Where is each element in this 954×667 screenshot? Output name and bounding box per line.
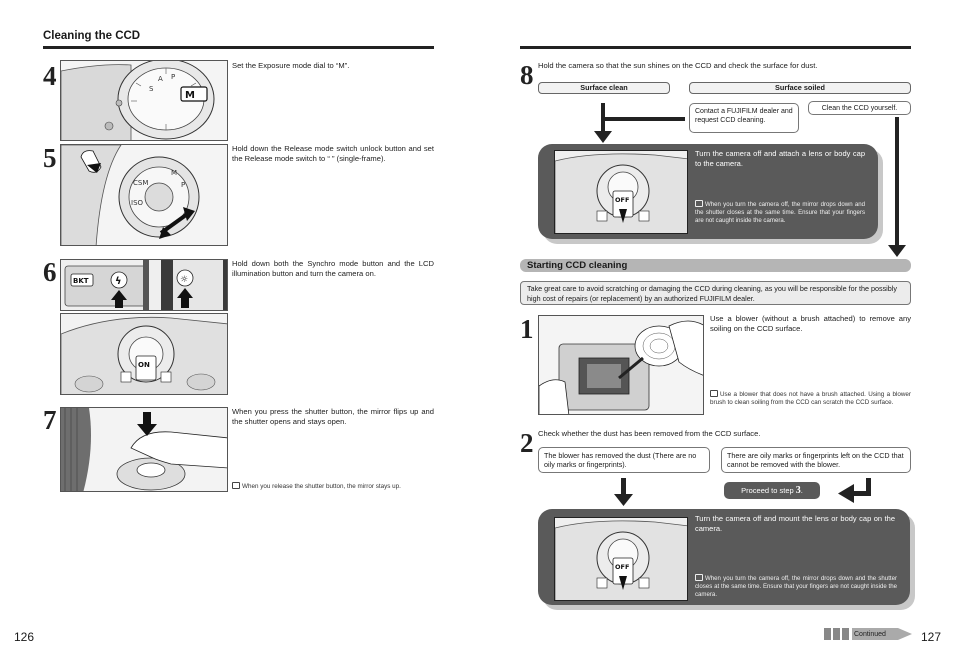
svg-text:ISO: ISO bbox=[131, 199, 144, 207]
step-8-off-label: OFF bbox=[615, 196, 630, 204]
memo-icon bbox=[232, 482, 240, 489]
step-7-number: 7 bbox=[43, 405, 57, 435]
step-2-number: 2 bbox=[520, 428, 534, 458]
step-4-m-label: M bbox=[185, 90, 195, 101]
step-8-panel-note: When you turn the camera off, the mirror drops down and the shutter closes at the same time. Ensure that your fingers are not caught inside the camera. bbox=[695, 201, 865, 224]
step-8-photo bbox=[554, 150, 688, 234]
step-1-note: Use a blower that does not have a brush attached. Using a blower brush to clean soiling from the CCD can scratch the CCD surface. bbox=[710, 391, 911, 407]
step-7-photo bbox=[60, 407, 228, 492]
step-1-number: 1 bbox=[520, 314, 534, 344]
step-8-panel-text: Turn the camera off and attach a lens or body cap to the camera. bbox=[695, 149, 865, 168]
step-1-photo bbox=[538, 315, 704, 415]
left-header-rule bbox=[43, 46, 434, 49]
step-5-photo bbox=[60, 144, 228, 246]
step-5-number: 5 bbox=[43, 143, 57, 173]
step-7-text: When you press the shutter button, the mirror flips up and the shutter opens and stays open. bbox=[232, 407, 434, 426]
surface-soiled-label: Surface soiled bbox=[689, 82, 911, 94]
step-2-off-label: OFF bbox=[615, 563, 630, 571]
bkt-label: BKT bbox=[73, 277, 89, 285]
oily-marks-box: There are oily marks or fingerprints left on the CCD that cannot be removed with the blower. bbox=[721, 447, 911, 473]
step-7-note: When you release the shutter button, the mirror stays up. bbox=[232, 482, 434, 491]
svg-text:S: S bbox=[149, 85, 154, 93]
step-5-text: Hold down the Release mode switch unlock button and set the Release mode switch to “ ” (single-frame). bbox=[232, 144, 434, 163]
step-2-panel-note: When you turn the camera off, the mirror drops down and the shutter closes at the same time. Ensure that your fingers are not caught inside the camera. bbox=[695, 575, 897, 598]
contact-dealer-box: Contact a FUJIFILM dealer and request CCD cleaning. bbox=[689, 103, 799, 133]
svg-text:CSM: CSM bbox=[133, 179, 149, 187]
surface-clean-label: Surface clean bbox=[538, 82, 670, 94]
right-header-rule bbox=[520, 46, 911, 49]
step-2-panel bbox=[538, 509, 910, 605]
step-6-number: 6 bbox=[43, 257, 57, 287]
step-6-photo-buttons bbox=[60, 259, 228, 311]
svg-text:M: M bbox=[171, 169, 178, 177]
step-8-panel bbox=[538, 144, 878, 239]
continued-label: Continued bbox=[854, 631, 886, 638]
step-4-photo bbox=[60, 60, 228, 141]
dust-removed-box: The blower has removed the dust (There are no oily marks or fingerprints). bbox=[538, 447, 710, 473]
svg-text:A: A bbox=[158, 75, 163, 83]
left-page-number: 126 bbox=[14, 630, 35, 644]
svg-text:☼: ☼ bbox=[180, 275, 189, 285]
warning-box: Take great care to avoid scratching or damaging the CCD during cleaning, as you will be responsible for the possibly high cost of repairs (or replacement) by an authorized FUJIFILM dealer. bbox=[520, 281, 911, 305]
step-6-text: Hold down both the Synchro mode button and the LCD illumination button and turn the camera on. bbox=[232, 259, 434, 278]
proceed-to-step-3: Proceed to step 3. bbox=[724, 482, 820, 499]
step-8-number: 8 bbox=[520, 60, 534, 90]
step-8-text: Hold the camera so that the sun shines on the CCD and check the surface for dust. bbox=[538, 61, 818, 70]
step-2-photo bbox=[554, 517, 688, 601]
memo-icon bbox=[695, 574, 703, 581]
clean-yourself-box: Clean the CCD yourself. bbox=[808, 101, 911, 115]
step-2-panel-text: Turn the camera off and mount the lens or body cap on the camera. bbox=[695, 514, 895, 533]
step-4-text: Set the Exposure mode dial to “M”. bbox=[232, 61, 350, 70]
step-4-number: 4 bbox=[43, 61, 57, 91]
step-1-text: Use a blower (without a brush attached) to remove any soiling on the CCD surface. bbox=[710, 314, 911, 333]
right-page-number: 127 bbox=[921, 630, 942, 644]
step-2-text: Check whether the dust has been removed from the CCD surface. bbox=[538, 429, 761, 438]
svg-text:P: P bbox=[171, 73, 176, 81]
on-label: ON bbox=[138, 361, 150, 369]
section-title: Cleaning the CCD bbox=[43, 30, 141, 42]
svg-text:P: P bbox=[181, 181, 186, 189]
starting-ccd-cleaning-header: Starting CCD cleaning bbox=[520, 259, 911, 272]
memo-icon bbox=[695, 200, 703, 207]
svg-text:ϟ: ϟ bbox=[115, 276, 122, 287]
memo-icon bbox=[710, 390, 718, 397]
step-6-photo-power bbox=[60, 313, 228, 395]
